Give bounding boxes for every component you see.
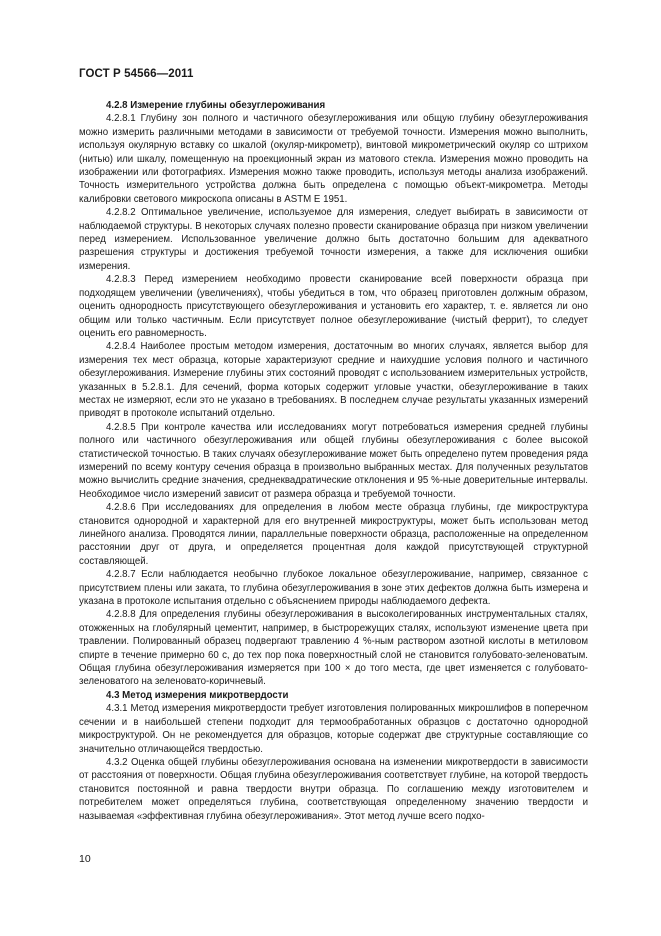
paragraph-4-2-8-7: 4.2.8.7 Если наблюдается необычно глубокое локальное обезуглероживание, например, связанное с присутствием плены или заката, то глубина обезуглероживания в зоне этих дефектов должна быть измерена и указана в протоколе испытания отдельно с объяснением природы наблюдаемого дефекта. [79,569,588,608]
paragraph-4-2-8-1: 4.2.8.1 Глубину зон полного и частичного обезуглероживания или общую глубину обезуглероживания можно измерить различными методами в зависимости от требуемой точности. Измерения можно выполнить, используя окулярную вставку со шкалой (окуляр-микрометр), винтовой микрометрический окуляр со штрихом (нитью) или шкалу, помещенную на проекционный экран из матового стекла. Измерения можно проводить на изображении или фотографиях. Измерения можно также проводить, используя методы анализа изображений. Точность измерительного устройства должна быть определена с помощью объект-микрометра. Методы калибровки светового микроскопа описаны в ASTM E 1951. [79,113,588,205]
paragraph-4-2-8-4: 4.2.8.4 Наиболее простым методом измерения, достаточным во многих случаях, является выбор для измерения тех мест образца, которые характеризуют средние и наихудшие условия полного и частичного обезуглероживания. Измерение глубины этих состояний проводят с использованием измерительных устройств, указанных в 5.2.8.1. Для сечений, форма которых содержит угловые участки, обезуглероживание в таких местах не измеряют, если это не указано в требованиях. В последнем случае результаты указанных измерений приводят в протоколе испытаний отдельно. [79,341,588,420]
paragraph-4-2-8-3: 4.2.8.3 Перед измерением необходимо провести сканирование всей поверхности образца при подходящем увеличении (увеличениях), чтобы убедиться в том, что образец приготовлен должным образом, оценить однородность присутствующего обезуглероживания и установить его характер, т. е. является ли оно общим или только частичным. Если присутствует полное обезуглероживание (чистый феррит), то следует оценить его равномерность. [79,274,588,339]
document-code-header: ГОСТ Р 54566—2011 [79,68,194,80]
paragraph-4-3-1: 4.3.1 Метод измерения микротвердости требует изготовления полированных микрошлифов в поперечном сечении и в наибольшей степени подходит для термообработанных образцов с достаточно однородной микроструктурой. Он не рекомендуется для образцов, которые содержат две структурные составляющие со значительно отличающейся твердостью. [79,703,588,755]
paragraph-4-2-8-5: 4.2.8.5 При контроле качества или исследованиях могут потребоваться измерения средней глубины полного или частичного обезуглероживания или общей глубины обезуглероживания с более высокой статистической точностью. В таких случаях обезуглероживание может быть определено путем проведения ряда измерений по всему контуру сечения образца в произвольно выбранных местах. Для полученных результатов можно вычислить средние значения, среднеквадратические отклонения и 95 %-ные доверительные интервалы. Необходимое число измерений зависит от размера образца и требуемой точности. [79,421,588,500]
paragraph-4-3-2: 4.3.2 Оценка общей глубины обезуглероживания основана на изменении микротвердости в зависимости от расстояния от поверхности. Общая глубина обезуглероживания соответствует глубине, на которой твердость становится постоянной и равна твердости внутри образца. По соглашению между изготовителем и потребителем может определяться глубина, соответствующая определенному значению твердости и называемая «эффективная глубина обезуглероживания». Этот метод лучше всего подхо- [79,756,588,822]
paragraph-4-2-8-2: 4.2.8.2 Оптимальное увеличение, используемое для измерения, следует выбирать в зависимости от наблюдаемой структуры. В некоторых случаях полезно провести сканирование образца при низком увеличении перед измерением. Использованное увеличение должно быть достаточно большим для адекватного разрешения структуры и достижения требуемой точности измерения, а также для исключения ошибки измерения. [79,207,588,272]
section-4-2-8-heading: 4.2.8 Измерение глубины обезуглероживания [106,100,326,111]
paragraph-4-2-8-8: 4.2.8.8 Для определения глубины обезуглероживания в высоколегированных инструментальных сталях, отожженных на глобулярный цементит, например, в быстрорежущих сталях, используют изменение цвета при травлении. Полированный образец подвергают травлению 4 %-ным раствором азотной кислоты в метиловом спирте в течение примерно 60 с, до тех пор пока поверхностный слой не становится голубовато-зеленоватым. Общая глубина обезуглероживания измеряется при 100 × до того места, где цвет изменяется с голубовато-зеленоватого на зеленовато-коричневый. [79,609,588,688]
document-body [79,99,588,823]
page-number: 10 [79,853,91,865]
section-4-3-heading: 4.3 Метод измерения микротвердости [106,689,289,701]
paragraph-4-2-8-6: 4.2.8.6 При исследованиях для определения в любом месте образца глубины, где микроструктура становится однородной и характерной для его внутренней микроструктуры, может быть использован метод линейного анализа. Проводятся линии, параллельные поверхности образца, расположенные на определенном расстоянии друг от друга, и определяется процентная доля каждой присутствующей структурной составляющей. [79,502,588,567]
